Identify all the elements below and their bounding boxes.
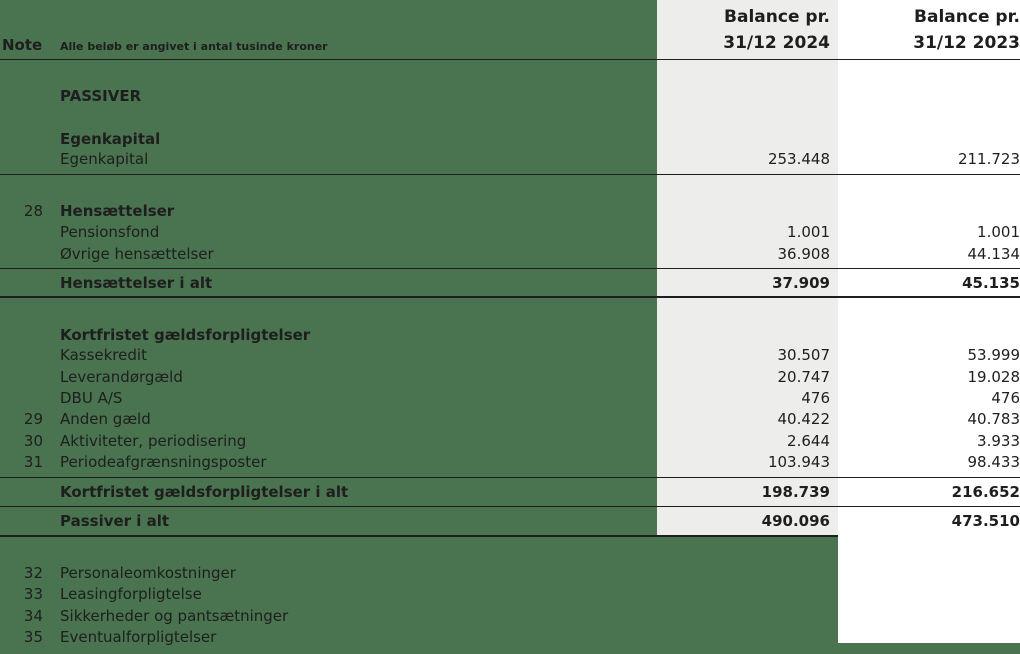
note-number: 33 [23, 585, 43, 603]
note-number: 34 [23, 607, 43, 625]
total-label: Kortfristet gældsforpligtelser i alt [60, 483, 349, 501]
total-2023: 45.135 [962, 274, 1020, 292]
divider [0, 535, 838, 537]
row-label: Leverandørgæld [60, 368, 183, 386]
divider [0, 174, 1020, 175]
group-heading: Kortfristet gældsforpligtelser [60, 326, 311, 344]
divider [0, 268, 1020, 269]
group-heading: Egenkapital [60, 130, 161, 148]
group-heading: Hensættelser [60, 202, 175, 220]
value-2023: 476 [991, 389, 1020, 407]
row-label: Pensionsfond [60, 223, 160, 241]
total-label: Hensættelser i alt [60, 274, 213, 292]
divider [0, 506, 1020, 507]
value-2024: 30.507 [777, 346, 830, 364]
column-header-2023-line2: 31/12 2023 [913, 33, 1020, 53]
column-header-2024-line2: 31/12 2024 [723, 33, 830, 53]
row-label: Aktiviteter, periodisering [60, 432, 247, 450]
value-2024: 2.644 [787, 432, 830, 450]
footnote-label: Eventualforpligtelser [60, 628, 217, 646]
total-2024: 198.739 [761, 483, 830, 501]
value-2023: 53.999 [967, 346, 1020, 364]
value-2024: 253.448 [767, 150, 830, 168]
column-header-2023-line1: Balance pr. [914, 7, 1020, 27]
value-2024: 1.001 [787, 223, 830, 241]
value-2023: 211.723 [957, 150, 1020, 168]
value-2024: 103.943 [767, 453, 830, 471]
note-number: 32 [23, 564, 43, 582]
value-2023: 44.134 [967, 245, 1020, 263]
divider [0, 59, 1020, 60]
value-2023: 19.028 [967, 368, 1020, 386]
footnote-label: Personaleomkostninger [60, 564, 236, 582]
value-2024: 20.747 [777, 368, 830, 386]
grand-total-2024: 490.096 [761, 512, 830, 530]
row-label: Øvrige hensættelser [60, 245, 214, 263]
note-header: Note [2, 36, 43, 54]
note-number: 35 [23, 628, 43, 646]
note-number: 30 [23, 432, 43, 450]
divider [0, 296, 1020, 298]
footnote-label: Sikkerheder og pantsætninger [60, 607, 289, 625]
divider [0, 477, 1020, 478]
footnote-label: Leasingforpligtelse [60, 585, 202, 603]
column-header-2024-line1: Balance pr. [724, 7, 830, 27]
footnote-box [838, 537, 1020, 643]
grand-total-2023: 473.510 [951, 512, 1020, 530]
value-2024: 476 [801, 389, 830, 407]
note-number: 29 [23, 410, 43, 428]
row-label: Periodeafgrænsningsposter [60, 453, 267, 471]
row-label: Anden gæld [60, 410, 151, 428]
note-number: 31 [23, 453, 43, 471]
value-2023: 98.433 [967, 453, 1020, 471]
value-2023: 1.001 [977, 223, 1020, 241]
section-title: PASSIVER [60, 87, 142, 105]
row-label: Egenkapital [60, 150, 149, 168]
grand-total-label: Passiver i alt [60, 512, 170, 530]
value-2024: 40.422 [777, 410, 830, 428]
row-label: DBU A/S [60, 389, 123, 407]
value-2024: 36.908 [777, 245, 830, 263]
total-2024: 37.909 [772, 274, 830, 292]
note-number: 28 [23, 202, 43, 220]
value-2023: 40.783 [967, 410, 1020, 428]
value-2023: 3.933 [977, 432, 1020, 450]
amount-description: Alle beløb er angivet i antal tusinde kroner [60, 40, 328, 53]
row-label: Kassekredit [60, 346, 147, 364]
total-2023: 216.652 [951, 483, 1020, 501]
